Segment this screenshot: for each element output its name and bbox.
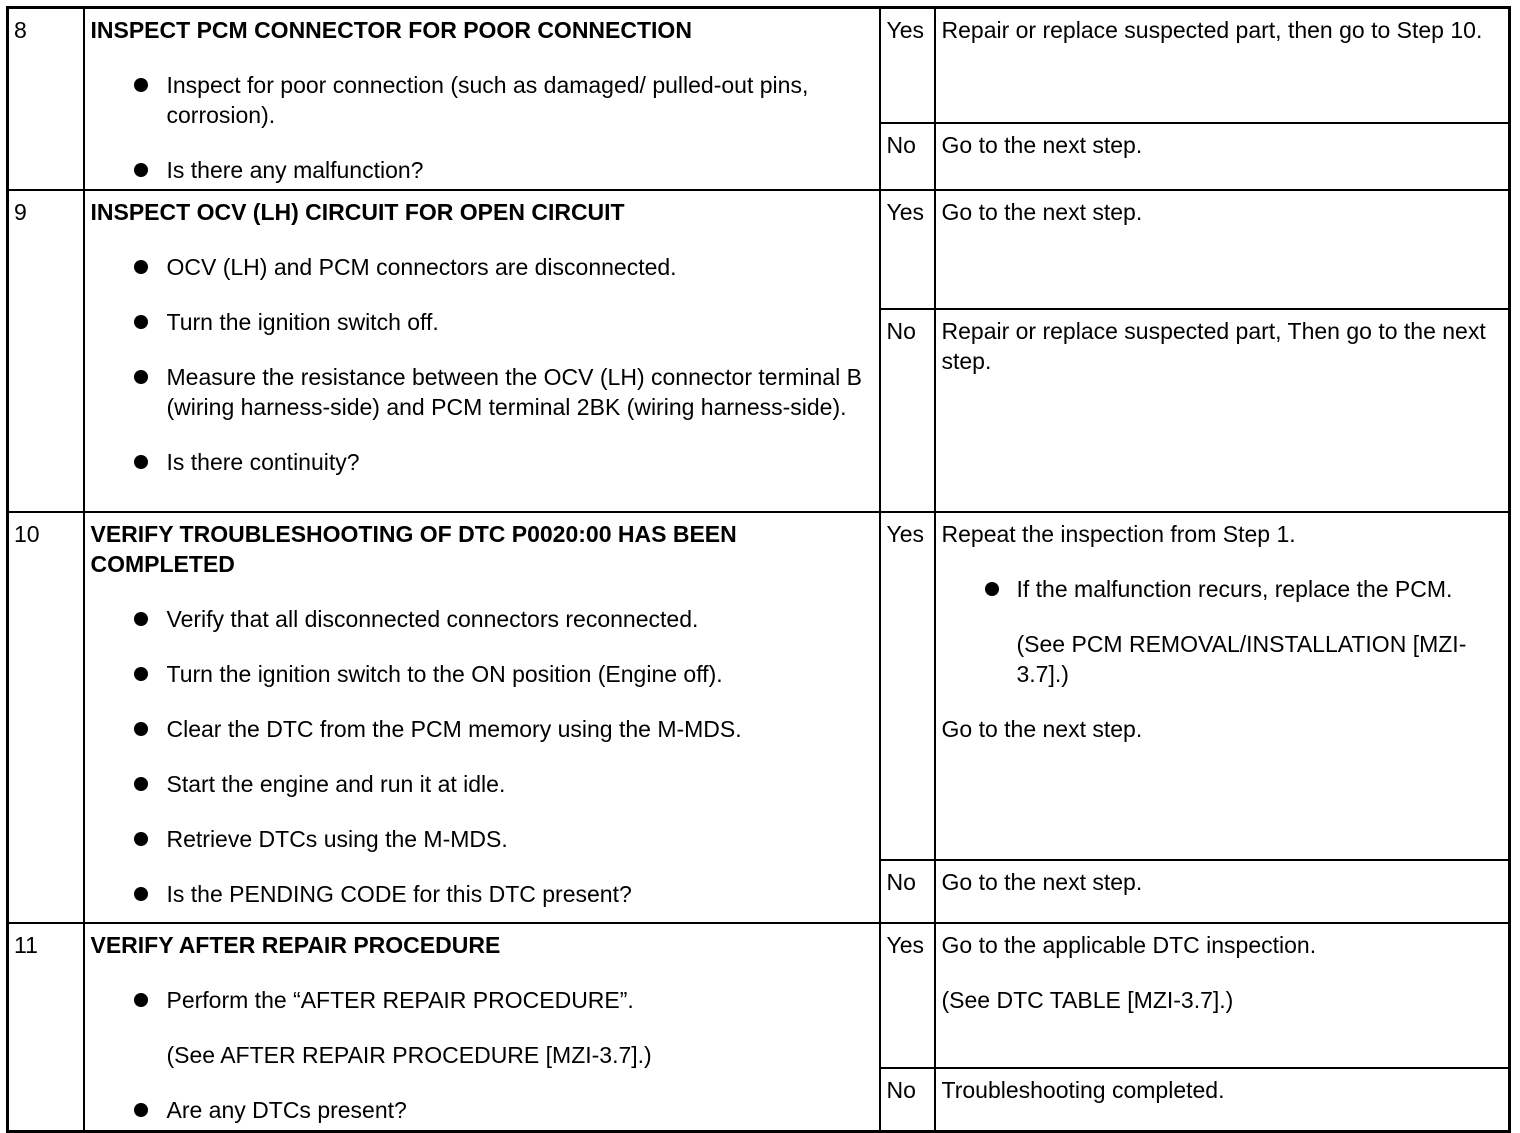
bullet-icon xyxy=(134,722,148,736)
no-label: No xyxy=(880,309,935,512)
reference-text: (See AFTER REPAIR PROCEDURE [MZI-3.7].) xyxy=(166,1042,652,1068)
bullet-item: Start the engine and run it at idle. xyxy=(91,769,871,799)
bullet-item: Measure the resistance between the OCV (LH) connector terminal B (wiring harness-side) and PCM terminal 2BK (wiring harness-side). xyxy=(91,362,871,422)
bullet-item: If the malfunction recurs, replace the PCM. xyxy=(942,574,1501,604)
step-number: 11 xyxy=(8,923,84,1132)
bullet-icon xyxy=(134,887,148,901)
step-8-yes-row xyxy=(8,8,1510,123)
bullet-icon xyxy=(134,455,148,469)
bullet-item: Is the PENDING CODE for this DTC present? xyxy=(91,879,871,909)
step-action xyxy=(84,512,880,923)
yes-result: Repair or replace suspected part, then go to Step 10. xyxy=(935,8,1510,123)
bullet-icon xyxy=(134,370,148,384)
yes-label: Yes xyxy=(880,512,935,860)
yes-label: Yes xyxy=(880,8,935,123)
bullet-icon xyxy=(134,78,148,92)
yes-result: Go to the applicable DTC inspection. (See DTC TABLE [MZI-3.7].) xyxy=(935,923,1510,1068)
no-label: No xyxy=(880,1068,935,1132)
bullet-item: Verify that all disconnected connectors reconnected. xyxy=(91,604,871,634)
bullet-icon xyxy=(134,667,148,681)
bullet-item: Turn the ignition switch to the ON position (Engine off). xyxy=(91,659,871,689)
procedure-table xyxy=(6,6,1511,1133)
no-label: No xyxy=(880,123,935,190)
step-10-yes-row xyxy=(8,512,1510,860)
bullet-icon xyxy=(134,260,148,274)
bullet-item: Clear the DTC from the PCM memory using the M-MDS. xyxy=(91,714,871,744)
step-number: 8 xyxy=(8,8,84,191)
reference-text: (See PCM REMOVAL/INSTALLATION [MZI-3.7].) xyxy=(1016,631,1467,687)
no-result: Go to the next step. xyxy=(935,123,1510,190)
yes-label: Yes xyxy=(880,190,935,309)
bullet-icon xyxy=(134,315,148,329)
yes-result: Go to the next step. xyxy=(935,190,1510,309)
step-11-yes-row xyxy=(8,923,1510,1068)
bullet-icon xyxy=(134,163,148,177)
bullet-icon xyxy=(134,993,148,1007)
step-9-yes-row xyxy=(8,190,1510,309)
no-result: Repair or replace suspected part, Then go to the next step. xyxy=(935,309,1510,512)
step-action xyxy=(84,923,880,1132)
bullet-item: Inspect for poor connection (such as damaged/ pulled-out pins, corrosion). xyxy=(91,70,871,130)
step-action xyxy=(84,190,880,512)
step-title: INSPECT OCV (LH) CIRCUIT FOR OPEN CIRCUIT xyxy=(90,199,625,225)
bullet-item: Are any DTCs present? xyxy=(91,1095,871,1125)
no-result: Troubleshooting completed. xyxy=(935,1068,1510,1132)
bullet-icon xyxy=(134,612,148,626)
bullet-icon xyxy=(985,582,999,596)
bullet-item: Is there any malfunction? xyxy=(91,155,871,185)
step-title: VERIFY TROUBLESHOOTING OF DTC P0020:00 HAS BEEN COMPLETED xyxy=(90,521,737,577)
bullet-item: Retrieve DTCs using the M-MDS. xyxy=(91,824,871,854)
step-title: VERIFY AFTER REPAIR PROCEDURE xyxy=(90,932,501,958)
step-number: 9 xyxy=(8,190,84,512)
bullet-item: Is there continuity? xyxy=(91,447,871,477)
step-title: INSPECT PCM CONNECTOR FOR POOR CONNECTION xyxy=(90,17,692,43)
yes-label: Yes xyxy=(880,923,935,1068)
step-action xyxy=(84,8,880,191)
bullet-item: OCV (LH) and PCM connectors are disconnected. xyxy=(91,252,871,282)
step-number: 10 xyxy=(8,512,84,923)
no-result: Go to the next step. xyxy=(935,860,1510,923)
bullet-item: Turn the ignition switch off. xyxy=(91,307,871,337)
bullet-icon xyxy=(134,832,148,846)
no-label: No xyxy=(880,860,935,923)
bullet-icon xyxy=(134,1103,148,1117)
bullet-item: Perform the “AFTER REPAIR PROCEDURE”. xyxy=(91,985,871,1015)
yes-result: Repeat the inspection from Step 1. If the malfunction recurs, replace the PCM. (See PCM REMOVAL/INSTALLATION [MZI-3.7].) Go to the next step. xyxy=(935,512,1510,860)
bullet-icon xyxy=(134,777,148,791)
